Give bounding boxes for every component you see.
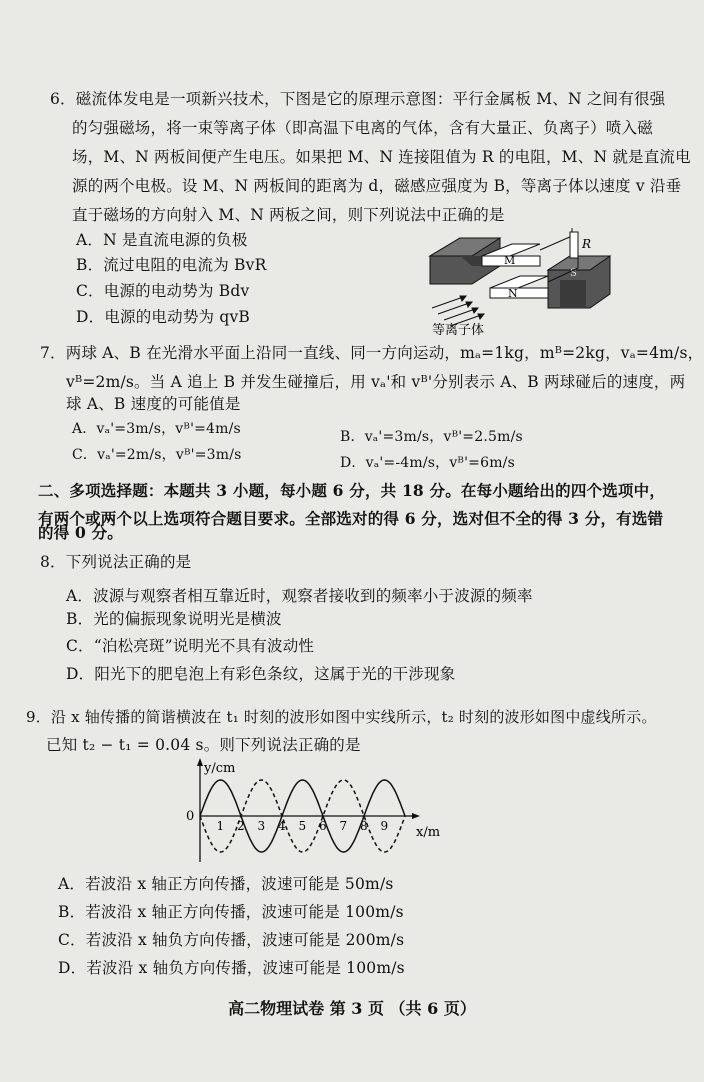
q6-line-3: 场，M、N 两板间便产生电压。如果把 M、N 连接阻值为 R 的电阻，M、N 就是直流电: [72, 148, 691, 166]
q7-option-b: B．vₐ'=3m/s，vᴮ'=2.5m/s: [340, 429, 523, 445]
x-tick-label: 5: [298, 819, 307, 833]
q6-line-5: 直于磁场的方向射入 M、N 两板之间，则下列说法中正确的是: [72, 206, 505, 224]
y-axis-arrow: [197, 758, 203, 766]
wave-graph: [180, 756, 450, 868]
x-tick-label: 1: [216, 819, 225, 833]
x-tick-label: 7: [339, 819, 348, 833]
q8-option-a: A．波源与观察者相互靠近时，观察者接收到的频率小于波源的频率: [66, 587, 533, 605]
mhd-generator-diagram: [420, 226, 620, 338]
q7-option-a: A．vₐ'=3m/s，vᴮ'=4m/s: [72, 421, 241, 437]
x-axis-label: x/m: [416, 825, 441, 840]
q8-option-d: D．阳光下的肥皂泡上有彩色条纹，这属于光的干涉现象: [66, 665, 456, 683]
x-tick-label: 6: [319, 819, 327, 833]
x-tick-label: 9: [380, 819, 389, 833]
q9-option-d: D．若波沿 x 轴负方向传播，波速可能是 100m/s: [58, 959, 405, 977]
q9-option-c: C．若波沿 x 轴负方向传播，波速可能是 200m/s: [58, 931, 405, 949]
q9-line-2: 已知 t₂ − t₁ = 0.04 s。则下列说法正确的是: [46, 736, 361, 754]
q7-option-d: D．vₐ'=-4m/s，vᴮ'=6m/s: [340, 455, 515, 471]
x-tick-label: 4: [278, 819, 286, 833]
q9-line-1: 9．沿 x 轴传播的简谐横波在 t₁ 时刻的波形如图中实线所示，t₂ 时刻的波形如图中虚线所示。: [26, 708, 657, 726]
plate-n-label: N: [508, 287, 518, 300]
y-axis-label: y/cm: [204, 761, 236, 776]
q6-line-4: 源的两个电极。设 M、N 两板间的距离为 d，磁感应强度为 B，等离子体以速度 v 沿垂: [72, 177, 682, 195]
q8-option-c: C．“泊松亮斑”说明光不具有波动性: [66, 637, 315, 655]
q8-stem: 8．下列说法正确的是: [40, 553, 192, 571]
q7-line-1: 7．两球 A、B 在光滑水平面上沿同一直线、同一方向运动，mₐ=1kg，mᴮ=2kg，vₐ=4m/s，: [40, 344, 704, 362]
x-tick-label: 2: [237, 819, 245, 833]
x-tick-label: 8: [360, 819, 368, 833]
q6-option-a: A．N 是直流电源的负极: [76, 231, 248, 249]
q6-line-2: 的匀强磁场，将一束等离子体（即高温下电离的气体，含有大量正、负离子）喷入磁: [72, 119, 653, 137]
q6-option-b: B．流过电阻的电流为 BvR: [76, 256, 267, 274]
section2-line-2: 有两个或两个以上选项符合题目要求。全部选对的得 6 分，选对但不全的得 3 分，有选错: [38, 509, 664, 528]
page-footer: 高二物理试卷 第 3 页 （共 6 页）: [228, 999, 476, 1018]
q6-line-1: 6．磁流体发电是一项新兴技术，下图是它的原理示意图：平行金属板 M、N 之间有很强: [50, 90, 666, 108]
plasma-caption: 等离子体: [432, 323, 485, 338]
section2-line-3: 的得 0 分。: [38, 523, 123, 542]
q7-line-3: 球 A、B 速度的可能值是: [66, 395, 241, 413]
x-axis-arrow: [412, 813, 420, 819]
x-tick-label: 3: [257, 819, 266, 833]
q8-option-b: B．光的偏振现象说明光是横波: [66, 610, 282, 628]
s-pole-label: S: [570, 268, 577, 279]
resistor-label: R: [582, 237, 592, 251]
q9-option-b: B．若波沿 x 轴正方向传播，波速可能是 100m/s: [58, 903, 404, 921]
origin-label: 0: [186, 809, 195, 824]
q7-option-c: C．vₐ'=2m/s，vᴮ'=3m/s: [72, 447, 242, 463]
q7-line-2: vᴮ=2m/s。当 A 追上 B 并发生碰撞后，用 vₐ'和 vᴮ'分别表示 A、B 两球碰后的速度，两: [66, 373, 686, 391]
q6-option-c: C．电源的电动势为 Bdv: [76, 282, 250, 300]
section2-line-1: 二、多项选择题：本题共 3 小题，每小题 6 分，共 18 分。在每小题给出的四个选项中，: [38, 481, 666, 500]
q9-option-a: A．若波沿 x 轴正方向传播，波速可能是 50m/s: [58, 875, 394, 893]
q6-option-d: D．电源的电动势为 qvB: [76, 308, 251, 326]
plate-m-label: M: [504, 254, 516, 267]
